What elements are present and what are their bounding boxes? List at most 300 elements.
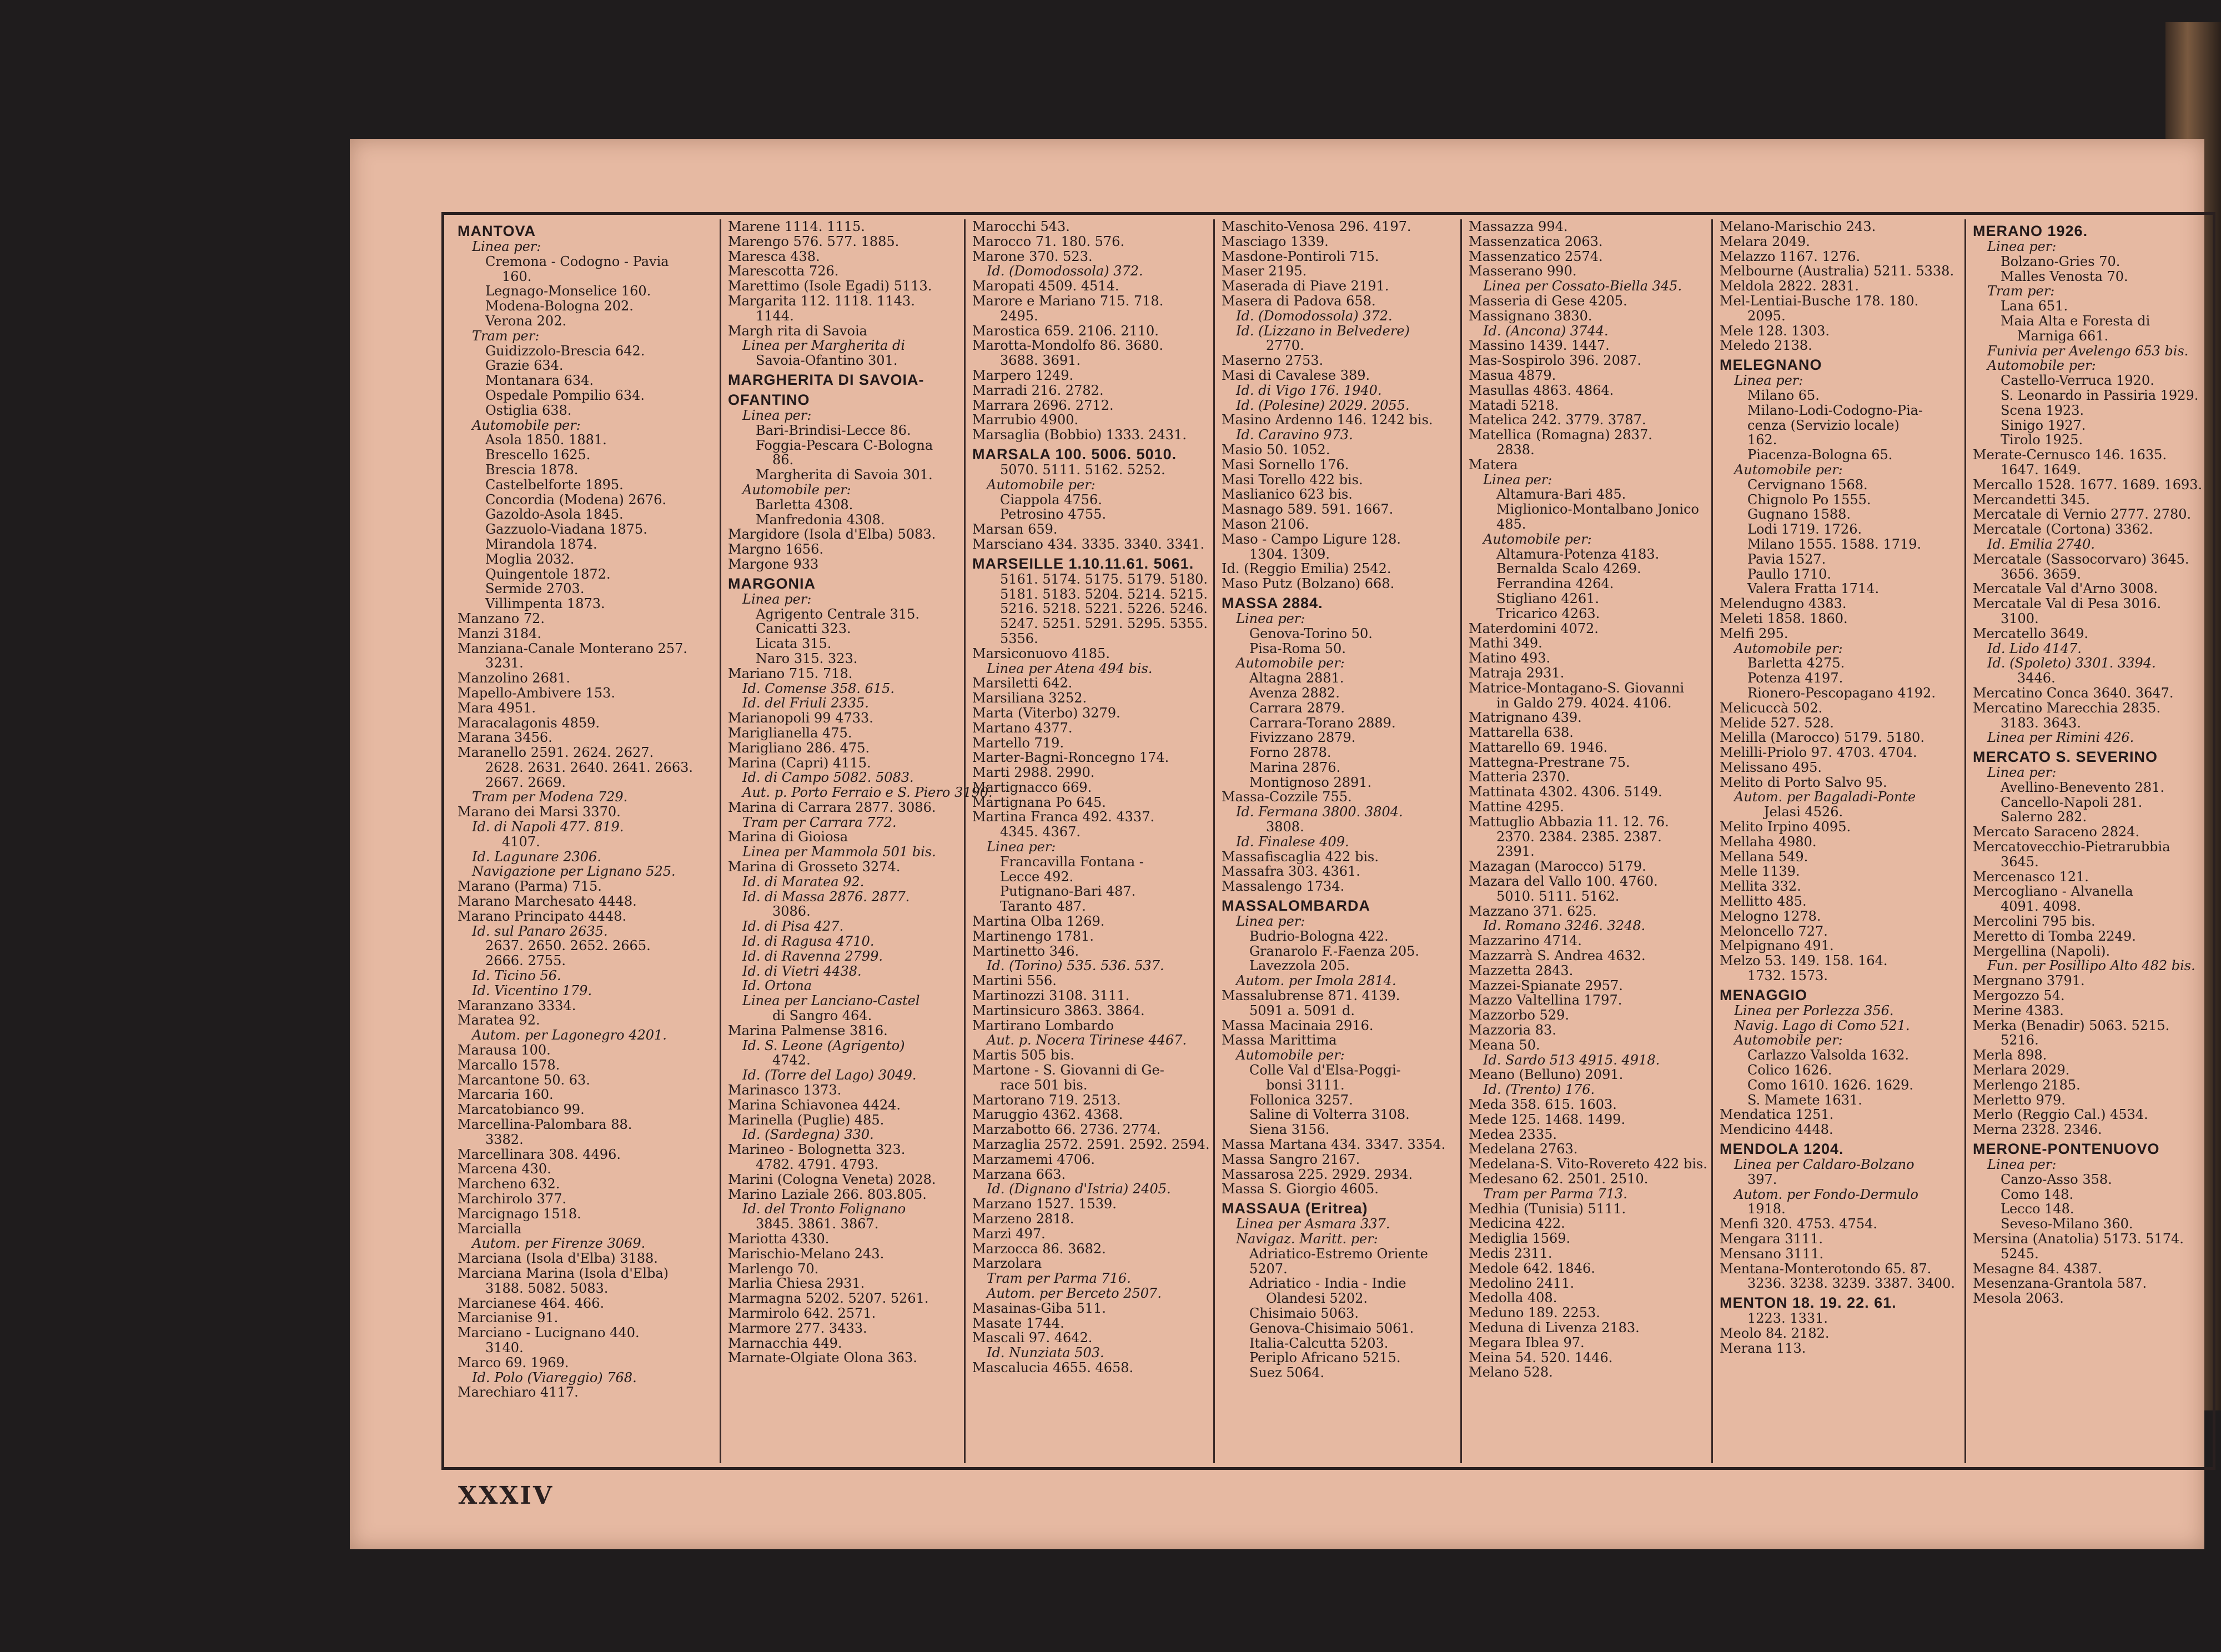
index-entry: Id. di Napoli 477. 819. <box>472 819 624 835</box>
index-entry: Lecco 148. <box>2001 1201 2074 1217</box>
index-entry: Margh rita di Savoia <box>728 323 867 339</box>
index-heading: MERCATO S. SEVERINO <box>1973 749 2158 766</box>
index-entry: Mascalucia 4655. 4658. <box>972 1359 1134 1375</box>
index-entry: Ciappola 4756. <box>1000 491 1102 508</box>
index-entry: Ferrandina 4264. <box>1496 576 1614 592</box>
index-entry: Naro 315. 323. <box>756 650 858 666</box>
index-entry: Medhia (Tunisia) 5111. <box>1469 1201 1626 1217</box>
index-entry: Id. (Ancona) 3744. <box>1483 323 1609 339</box>
index-entry: Mariano 715. 718. <box>728 665 853 681</box>
index-entry: Marcatobianco 99. <box>458 1102 585 1118</box>
index-entry: Marsan 659. <box>972 521 1058 538</box>
index-entry: Meldola 2822. 2831. <box>1720 278 1859 294</box>
index-heading: MASSALOMBARDA <box>1222 897 1370 915</box>
index-entry: Cremona - Codogno - Pavia <box>485 253 669 269</box>
index-entry: Masera di Padova 658. <box>1222 293 1376 309</box>
index-column-3 <box>964 219 1213 1463</box>
index-entry: Melito Irpino 4095. <box>1720 819 1851 835</box>
index-entry: Maracalagonis 4859. <box>458 715 600 731</box>
index-entry: Modena-Bologna 202. <box>485 298 634 314</box>
index-entry: Martis 505 bis. <box>972 1047 1075 1063</box>
index-entry: Melilla (Marocco) 5179. 5180. <box>1720 730 1924 746</box>
index-entry: Id. di Massa 2876. 2877. <box>742 888 910 905</box>
index-entry: Mazzarino 4714. <box>1469 933 1582 949</box>
index-heading: MARGHERITA DI SAVOIA- <box>728 371 924 388</box>
index-entry: Masullas 4863. 4864. <box>1469 382 1614 398</box>
index-entry: Marmirolo 642. 2571. <box>728 1305 876 1321</box>
index-entry: Automobile per: <box>1734 640 1843 656</box>
index-entry: Marino Laziale 266. 803.805. <box>728 1186 927 1202</box>
index-entry: Marcellinara 308. 4496. <box>458 1146 621 1162</box>
index-entry: Agrigento Centrale 315. <box>756 606 919 622</box>
index-entry: Id. (Reggio Emilia) 2542. <box>1222 561 1391 577</box>
index-heading: MERONE-PONTENUOVO <box>1973 1141 2160 1158</box>
index-entry: Masi Sornello 176. <box>1222 456 1349 473</box>
index-entry: Mesenzana-Grantola 587. <box>1973 1276 2147 1292</box>
index-entry: Maserada di Piave 2191. <box>1222 278 1389 294</box>
index-entry: Gazzuolo-Viadana 1875. <box>485 521 647 538</box>
index-entry: Bari-Brindisi-Lecce 86. <box>756 422 911 438</box>
index-entry: Marore e Mariano 715. 718. <box>972 293 1164 309</box>
index-entry: Mercato Saraceno 2824. <box>1973 824 2140 840</box>
index-entry: Melissano 495. <box>1720 759 1822 775</box>
index-heading: MERANO 1926. <box>1973 223 2088 239</box>
index-entry: Tram per Parma 713. <box>1483 1186 1627 1202</box>
index-entry: 2770. <box>1266 338 1304 354</box>
index-entry: Maratea 92. <box>458 1012 540 1028</box>
index-entry: Medelana 2763. <box>1469 1141 1578 1157</box>
index-entry: Siena 3156. <box>1249 1122 1330 1138</box>
index-entry: Marcena 430. <box>458 1161 551 1177</box>
index-entry: Marniga 661. <box>2017 328 2109 344</box>
index-entry: 3645. <box>2001 853 2039 870</box>
index-entry: Margidore (Isola d'Elba) 5083. <box>728 526 936 543</box>
index-entry: Martello 719. <box>972 735 1064 751</box>
index-entry: Manzi 3184. <box>458 625 541 641</box>
index-entry: Melara 2049. <box>1720 233 1810 249</box>
index-entry: Id. Caravino 973. <box>1236 427 1353 443</box>
index-entry: Linea per Rimini 426. <box>1987 730 2134 746</box>
index-entry: Olandesi 5202. <box>1266 1291 1368 1307</box>
index-entry: race 501 bis. <box>1000 1077 1088 1093</box>
index-entry: Marina di Gioiosa <box>728 829 848 845</box>
index-entry: Marpero 1249. <box>972 367 1074 383</box>
index-entry: Merlara 2029. <box>1973 1062 2070 1078</box>
index-entry: Id. S. Leone (Agrigento) <box>742 1037 905 1053</box>
index-entry: Medis 2311. <box>1469 1245 1552 1261</box>
index-entry: 397. <box>1747 1171 1777 1187</box>
index-entry: Mazzoria 83. <box>1469 1022 1556 1038</box>
index-entry: Massalengo 1734. <box>1222 878 1345 895</box>
index-entry: Taranto 487. <box>1000 898 1086 915</box>
index-entry: Marano (Parma) 715. <box>458 878 602 895</box>
index-entry: Tram per: <box>472 328 540 344</box>
index-entry: Francavilla Fontana - <box>1000 853 1144 870</box>
index-entry: Brescello 1625. <box>485 447 591 463</box>
index-entry: Mazzo Valtellina 1797. <box>1469 992 1622 1008</box>
index-entry: Marinasco 1373. <box>728 1082 842 1098</box>
index-entry: Saline di Volterra 3108. <box>1249 1107 1410 1123</box>
index-entry: Bolzano-Gries 70. <box>2001 253 2120 269</box>
index-column-2 <box>720 219 993 1463</box>
page-number: XXXIV <box>458 1482 554 1510</box>
index-entry: Tram per: <box>1987 283 2055 299</box>
index-entry: Linea per Cossato-Biella 345. <box>1483 278 1682 294</box>
index-entry: Mellitto 485. <box>1720 893 1807 910</box>
index-entry: Linea per: <box>1483 471 1552 488</box>
index-entry: Marzocca 86. 3682. <box>972 1241 1106 1257</box>
index-entry: Navigazione per Lignano 525. <box>472 863 676 880</box>
index-entry: Mattarella 638. <box>1469 725 1574 741</box>
index-entry: Marausa 100. <box>458 1042 551 1058</box>
index-entry: Linea per: <box>1987 1157 2057 1173</box>
index-entry: Pisa-Roma 50. <box>1249 640 1346 656</box>
index-entry: Margno 1656. <box>728 541 823 558</box>
index-entry: Rionero-Pescopagano 4192. <box>1747 685 1936 701</box>
index-entry: Marcellina-Palombara 88. <box>458 1117 632 1133</box>
index-entry: Automobile per: <box>1236 1047 1345 1063</box>
index-entry: Masainas-Giba 511. <box>972 1300 1106 1316</box>
index-heading: MASSAUA (Eritrea) <box>1222 1200 1368 1217</box>
index-entry: 5010. 5111. 5162. <box>1496 888 1620 904</box>
index-entry: Marini (Cologna Veneta) 2028. <box>728 1171 936 1187</box>
index-entry: Como 148. <box>2001 1186 2074 1202</box>
index-entry: Concordia (Modena) 2676. <box>485 491 667 508</box>
index-entry: Marzabotto 66. 2736. 2774. <box>972 1122 1161 1138</box>
index-entry: Putignano-Bari 487. <box>1000 883 1136 900</box>
index-entry: Massa Macinaia 2916. <box>1222 1017 1374 1033</box>
index-entry: Mazzorbo 529. <box>1469 1007 1569 1023</box>
index-entry: Marzano 1527. 1539. <box>972 1196 1117 1212</box>
index-entry: Masciago 1339. <box>1222 233 1329 249</box>
index-entry: Martinozzi 3108. 3111. <box>972 988 1130 1004</box>
index-entry: Mercatello 3649. <box>1973 625 2088 641</box>
index-entry: Mascali 97. 4642. <box>972 1330 1093 1346</box>
index-entry: Marcialla <box>458 1221 522 1237</box>
index-entry: Ospedale Pompilio 634. <box>485 387 645 403</box>
index-entry: Medolla 408. <box>1469 1290 1557 1306</box>
index-entry: 2637. 2650. 2652. 2665. <box>485 938 651 954</box>
index-entry: Carlazzo Valsolda 1632. <box>1747 1047 1910 1063</box>
index-entry: Merate-Cernusco 146. 1635. <box>1973 447 2167 463</box>
index-entry: Mazzei-Spianate 2957. <box>1469 977 1623 993</box>
index-entry: Martinengo 1781. <box>972 928 1094 944</box>
index-entry: Linea per Porlezza 356. <box>1734 1002 1894 1018</box>
index-entry: 4742. <box>772 1052 811 1068</box>
index-entry: Valera Fratta 1714. <box>1747 581 1880 597</box>
index-entry: Matraja 2931. <box>1469 665 1565 681</box>
index-entry: Id. Lagunare 2306. <box>472 848 601 865</box>
index-entry: Canzo-Asso 358. <box>2001 1171 2112 1187</box>
index-entry: Legnago-Monselice 160. <box>485 283 651 299</box>
index-entry: Martini 556. <box>972 973 1057 989</box>
index-entry: Gazoldo-Asola 1845. <box>485 506 624 523</box>
index-entry: S. Mamete 1631. <box>1747 1092 1862 1108</box>
index-entry: Italia-Calcutta 5203. <box>1249 1335 1389 1351</box>
index-entry: Mesagne 84. 4387. <box>1973 1261 2102 1277</box>
index-entry: Sermide 2703. <box>485 581 585 597</box>
index-entry: Linea per: <box>1734 373 1803 389</box>
index-entry: Seveso-Milano 360. <box>2001 1216 2133 1232</box>
index-entry: Massenzatico 2574. <box>1469 248 1603 264</box>
index-entry: Malles Venosta 70. <box>2001 268 2128 284</box>
index-entry: Follonica 3257. <box>1249 1092 1353 1108</box>
index-entry: Chignolo Po 1555. <box>1747 491 1871 508</box>
index-entry: Marta (Viterbo) 3279. <box>972 705 1120 721</box>
index-entry: Id. (Polesine) 2029. 2055. <box>1236 397 1410 413</box>
index-column-5 <box>1460 219 1711 1463</box>
index-entry: Mercallo 1528. 1677. 1689. 1693. <box>1973 476 2203 493</box>
index-entry: Masi Torello 422 bis. <box>1222 471 1363 488</box>
index-entry: Melide 527. 528. <box>1720 715 1834 731</box>
index-entry: Mediglia 1569. <box>1469 1231 1571 1247</box>
index-entry: Linea per: <box>1236 913 1305 930</box>
index-entry: Linea per Asmara 337. <box>1236 1216 1390 1232</box>
index-entry: Automobile per: <box>1236 655 1345 671</box>
index-entry: 485. <box>1496 516 1526 532</box>
index-entry: Mergellina (Napoli). <box>1973 943 2111 959</box>
index-entry: 2370. 2384. 2385. 2387. <box>1496 828 1662 845</box>
index-entry: Linea per: <box>1987 765 2057 781</box>
index-entry: Meleti 1858. 1860. <box>1720 610 1848 626</box>
index-entry: Mazzarrà S. Andrea 4632. <box>1469 948 1646 964</box>
index-entry: Linea per Margherita di <box>742 338 906 354</box>
index-heading: OFANTINO <box>728 391 810 408</box>
index-entry: Matrignano 439. <box>1469 710 1582 726</box>
index-entry: Massa-Cozzile 755. <box>1222 789 1352 805</box>
index-entry: Cervignano 1568. <box>1747 476 1868 493</box>
index-entry: Manziana-Canale Monterano 257. <box>458 640 687 656</box>
index-entry: Mercatale Val di Pesa 3016. <box>1973 596 2162 612</box>
index-entry: Mercatale Val d'Arno 3008. <box>1973 581 2158 597</box>
index-entry: Automobile per: <box>1734 1032 1843 1048</box>
index-entry: Marcallo 1578. <box>458 1057 560 1073</box>
index-entry: Funivia per Avelengo 653 bis. <box>1987 343 2189 359</box>
index-entry: Medesano 62. 2501. 2510. <box>1469 1171 1649 1187</box>
index-entry: Quingentole 1872. <box>485 566 611 582</box>
index-entry: Id. Sardo 513 4915. 4918. <box>1483 1052 1660 1068</box>
index-entry: Meduna di Livenza 2183. <box>1469 1319 1640 1335</box>
index-entry: Id. Ticino 56. <box>472 968 561 984</box>
index-entry: Tram per Carrara 772. <box>742 814 897 830</box>
index-entry: Melle 1139. <box>1720 863 1800 880</box>
index-entry: Marano Marchesato 4448. <box>458 893 637 910</box>
index-entry: Gugnano 1588. <box>1747 506 1851 523</box>
index-entry: Matino 493. <box>1469 650 1551 666</box>
index-entry: Linea per: <box>1987 239 2057 254</box>
index-entry: Martirano Lombardo <box>972 1017 1114 1033</box>
index-entry: Marotta-Mondolfo 86. 3680. <box>972 338 1163 354</box>
index-entry: Genova-Chisimaio 5061. <box>1249 1320 1414 1336</box>
index-entry: 3140. <box>485 1339 524 1355</box>
index-entry: Maranzano 3334. <box>458 997 576 1013</box>
index-entry: Marciana (Isola d'Elba) 3188. <box>458 1251 658 1267</box>
index-entry: Maia Alta e Foresta di <box>2001 313 2150 329</box>
index-entry: Jelasi 4526. <box>1764 804 1843 820</box>
index-entry: Melbourne (Australia) 5211. 5338. <box>1720 263 1954 279</box>
index-entry: Marcianese 464. 466. <box>458 1295 605 1311</box>
index-entry: Potenza 4197. <box>1747 670 1843 686</box>
index-heading: MENAGGIO <box>1720 986 1808 1003</box>
index-entry: Massa S. Giorgio 4605. <box>1222 1181 1379 1197</box>
index-entry: Massino 1439. 1447. <box>1469 338 1610 354</box>
index-entry: Licata 315. <box>756 636 832 652</box>
index-entry: Linea per: <box>1236 610 1305 626</box>
index-entry: Linea per: <box>987 839 1056 855</box>
index-entry: 5245. <box>2001 1246 2039 1262</box>
index-entry: Menfi 320. 4753. 4754. <box>1720 1216 1877 1232</box>
index-entry: Autom. per Berceto 2507. <box>987 1285 1162 1301</box>
index-entry: Maranello 2591. 2624. 2627. <box>458 745 654 761</box>
index-entry: Marina di Grosseto 3274. <box>728 859 901 875</box>
index-entry: Marciana Marina (Isola d'Elba) <box>458 1265 669 1281</box>
index-entry: Marocco 71. 180. 576. <box>972 233 1125 249</box>
index-entry: Asola 1850. 1881. <box>485 432 607 448</box>
index-entry: Marchirolo 377. <box>458 1191 567 1207</box>
index-entry: Automobile per: <box>472 417 581 433</box>
index-entry: Forno 2878. <box>1249 745 1331 761</box>
index-entry: S. Leonardo in Passiria 1929. <box>2001 387 2199 403</box>
index-entry: Mariglianella 475. <box>728 725 852 741</box>
index-entry: Mariotta 4330. <box>728 1231 830 1247</box>
index-entry: Id. Lido 4147. <box>1987 640 2082 656</box>
index-entry: Martinetto 346. <box>972 943 1079 959</box>
index-entry: Id. (Trento) 176. <box>1483 1082 1595 1098</box>
index-entry: Margone 933 <box>728 556 819 572</box>
index-entry: Id. (Domodossola) 372. <box>1236 308 1393 324</box>
index-entry: Medicina 422. <box>1469 1216 1565 1232</box>
index-entry: Masio 50. 1052. <box>1222 441 1330 458</box>
index-entry: Marina Palmense 3816. <box>728 1022 888 1038</box>
index-entry: Mergozzo 54. <box>1973 988 2065 1004</box>
index-entry: Merka (Benadir) 5063. 5215. <box>1973 1017 2170 1033</box>
index-entry: 5207. <box>1249 1261 1288 1277</box>
index-entry: Masino Ardenno 146. 1242 bis. <box>1222 412 1433 428</box>
index-entry: Massa Sangro 2167. <box>1222 1151 1360 1167</box>
index-entry: Id. (Lizzano in Belvedere) <box>1236 323 1410 339</box>
index-entry: Grazie 634. <box>485 358 564 374</box>
index-entry: Id. Nunziata 503. <box>987 1345 1104 1361</box>
index-entry: Melilli-Priolo 97. 4703. 4704. <box>1720 745 1917 761</box>
index-entry: Marrara 2696. 2712. <box>972 397 1114 413</box>
index-entry: Marcheno 632. <box>458 1176 560 1192</box>
index-entry: Marengo 576. 577. 1885. <box>728 233 900 249</box>
index-entry: Melito di Porto Salvo 95. <box>1720 774 1887 790</box>
index-entry: 3100. <box>2001 610 2039 626</box>
index-entry: Melano 528. <box>1469 1364 1553 1380</box>
index-entry: Meduno 189. 2253. <box>1469 1305 1600 1321</box>
index-entry: Marcianise 91. <box>458 1310 559 1326</box>
index-entry: Masua 4879. <box>1469 367 1556 383</box>
index-entry: Navig. Lago di Como 521. <box>1734 1017 1910 1033</box>
index-entry: Matrice-Montagano-S. Giovanni <box>1469 680 1685 696</box>
index-entry: Id. di Maratea 92. <box>742 873 865 890</box>
index-entry: 1647. 1649. <box>2001 461 2082 478</box>
index-entry: Melzo 53. 149. 158. 164. <box>1720 953 1888 969</box>
index-entry: Carrara 2879. <box>1249 700 1345 716</box>
index-entry: Massazza 994. <box>1469 219 1568 234</box>
index-entry: Automobile per: <box>987 476 1096 493</box>
index-entry: 1223. 1331. <box>1747 1310 1828 1327</box>
index-entry: Masserano 990. <box>1469 263 1577 279</box>
index-entry: Maresca 438. <box>728 248 820 264</box>
index-entry: Ostiglia 638. <box>485 402 572 418</box>
index-entry: Martano 4377. <box>972 720 1073 736</box>
index-entry: Masdone-Pontiroli 715. <box>1222 248 1379 264</box>
index-entry: Periplo Africano 5215. <box>1249 1350 1401 1366</box>
index-entry: Id. di Vigo 176. 1940. <box>1236 382 1382 398</box>
index-entry: Massa Marittima <box>1222 1032 1337 1048</box>
index-entry: 1304. 1309. <box>1249 546 1330 562</box>
index-entry: Id. Finalese 409. <box>1236 833 1349 850</box>
index-entry: Marano Principato 4448. <box>458 908 627 924</box>
index-entry: Marcaria 160. <box>458 1087 554 1103</box>
index-entry: Melpignano 491. <box>1720 938 1834 954</box>
index-entry: Mazzano 371. 625. <box>1469 903 1597 919</box>
index-entry: Masi di Cavalese 389. <box>1222 367 1370 383</box>
index-entry: 160. <box>502 268 532 284</box>
index-entry: Mede 125. 1468. 1499. <box>1469 1111 1626 1127</box>
index-entry: Mele 128. 1303. <box>1720 323 1830 339</box>
index-entry: 5070. 5111. 5162. 5252. <box>1000 461 1165 478</box>
index-entry: Mergnano 3791. <box>1973 973 2085 989</box>
index-entry: Maschito-Venosa 296. 4197. <box>1222 219 1411 234</box>
index-entry: Genova-Torino 50. <box>1249 625 1373 641</box>
index-heading: MARSEILLE 1.10.11.61. 5061. <box>972 555 1194 572</box>
index-entry: Id. Romano 3246. 3248. <box>1483 918 1646 934</box>
index-entry: 4091. 4098. <box>2001 898 2082 915</box>
index-entry: Medolino 2411. <box>1469 1275 1575 1291</box>
index-entry: Altagna 2881. <box>1249 670 1344 686</box>
index-entry: Meina 54. 520. 1446. <box>1469 1349 1613 1365</box>
index-entry: Altamura-Potenza 4183. <box>1496 546 1660 562</box>
index-entry: Mas-Sospirolo 396. 2087. <box>1469 353 1642 369</box>
index-entry: Manzolino 2681. <box>458 670 571 686</box>
index-entry: Medole 642. 1846. <box>1469 1260 1595 1276</box>
index-entry: 2667. 2669. <box>485 774 566 790</box>
index-entry: Marinella (Puglie) 485. <box>728 1112 885 1128</box>
index-entry: Martina Olba 1269. <box>972 913 1105 930</box>
index-entry: Merletto 979. <box>1973 1092 2066 1108</box>
index-entry: Mesola 2063. <box>1973 1291 2064 1307</box>
index-entry: Lecce 492. <box>1000 868 1074 885</box>
index-entry: Mel-Lentiai-Busche 178. 180. <box>1720 293 1919 309</box>
index-entry: Melendugno 4383. <box>1720 596 1847 612</box>
index-entry: Savoia-Ofantino 301. <box>756 353 898 369</box>
index-entry: Adriatico - India - Indie <box>1249 1276 1406 1292</box>
index-entry: Mercolini 795 bis. <box>1973 913 2096 930</box>
index-entry: Barletta 4308. <box>756 496 853 513</box>
index-entry: Massa Martana 434. 3347. 3354. <box>1222 1137 1446 1153</box>
index-entry: Masseria di Gese 4205. <box>1469 293 1627 309</box>
index-entry: Massalubrense 871. 4139. <box>1222 988 1400 1004</box>
index-column-4 <box>1213 219 1460 1463</box>
index-entry: 3086. <box>772 903 811 920</box>
index-entry: Marescotta 726. <box>728 263 839 279</box>
index-entry: Id. di Ragusa 4710. <box>742 933 875 950</box>
index-entry: Mercatino Conca 3640. 3647. <box>1973 685 2174 701</box>
index-entry: Melfi 295. <box>1720 625 1788 641</box>
index-entry: Marzi 497. <box>972 1226 1046 1242</box>
index-entry: Maruggio 4362. 4368. <box>972 1107 1123 1123</box>
index-entry: Massarosa 225. 2929. 2934. <box>1222 1166 1413 1182</box>
index-entry: Manfredonia 4308. <box>756 511 885 528</box>
index-entry: 3446. <box>2017 670 2056 686</box>
index-entry: 5091 a. 5091 d. <box>1249 1002 1355 1018</box>
index-entry: 5181. 5183. 5204. 5214. 5215. <box>1000 586 1208 602</box>
index-entry: Marina (Capri) 4115. <box>728 755 871 771</box>
index-entry: Meledo 2138. <box>1720 338 1812 354</box>
